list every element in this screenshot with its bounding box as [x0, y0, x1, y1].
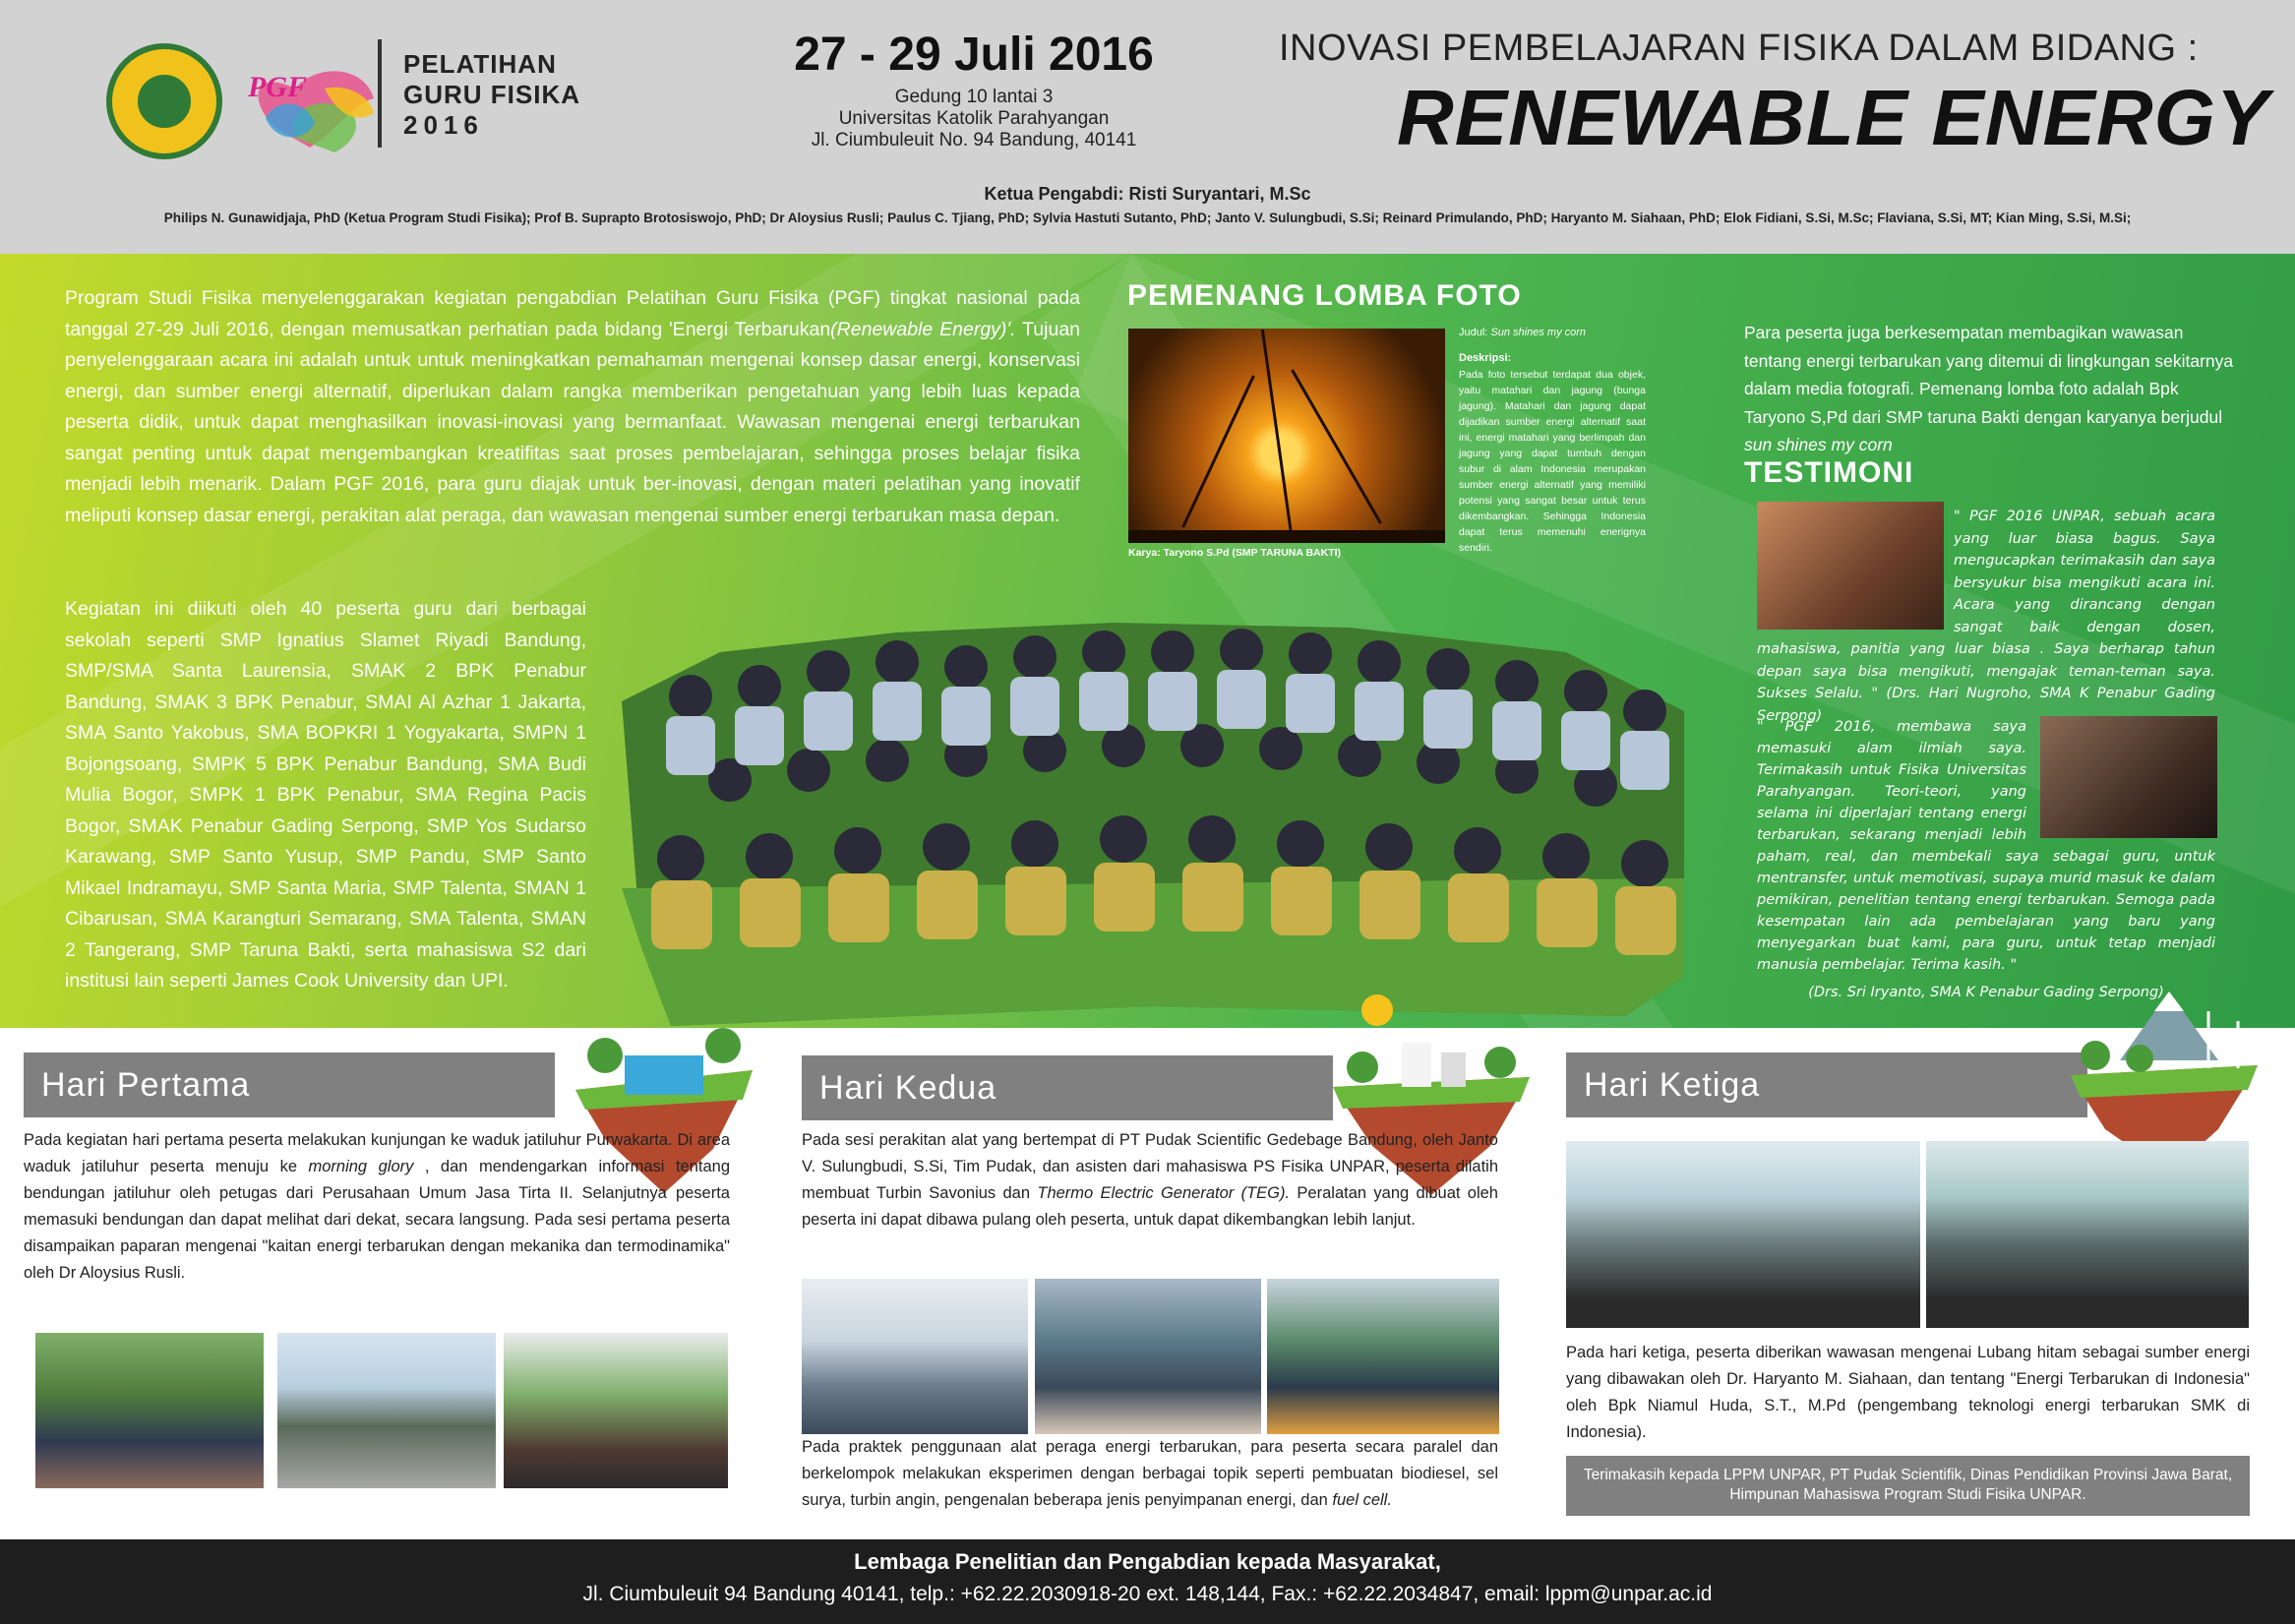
day3-photo-1: [1566, 1141, 1920, 1328]
lomba-karya: Karya: Taryono S.Pd (SMP TARUNA BAKTI): [1128, 547, 1342, 559]
lomba-deskripsi: Pada foto tersebut terdapat dua objek, yaitu matahari dan jagung (bunga jagung). Matahari dan jagung dapat dijadikan sumber energi alternatif saat ini, energi matahari yang berlimpah dan jagung yang dapat tumbuh dengan subur di alam Indonesia merupakan sumber energi alternatif yang memiliki potensi yang sangat besar untuk terus dikembangkan. Sehingga Indonesia dapat terus memenuhi enerignya sendiri.: [1459, 369, 1646, 554]
corn-stem: [1181, 375, 1255, 527]
pelatihan-line1: PELATIHAN: [403, 49, 557, 79]
intro-part2: Tujuan penyelenggaraan acara ini adalah untuk untuk meningkatkan pemahaman mengenai konsep dasar energi, konservasi energi, dan sumber energi alternatif, diperlukan dalam rangka memberikan pengetahuan yang lebih luas kepada peserta didik, untuk dapat menghasilkan inovasi-inovasi yang bermanfaat. Wawasan mengenai energi terbarukan sangat penting untuk dapat mengembangkan kreatifitas saat proses pembelajaran, sehingga proses belajar fisika menjadi lebih menarik. Dalam PGF 2016, para guru diajak untuk ber-inovasi, dengan materi pelatihan yang inovatif meliputi konsep dasar energi, perakitan alat peraga, dan wawasan mengenai sumber energi terbarukan masa depan.: [65, 318, 1081, 526]
header-divider: [378, 39, 382, 148]
peserta-paragraph: Kegiatan ini diikuti oleh 40 peserta guru dari berbagai sekolah seperti SMP Ignatius Slamet Riyadi Bandung, SMP/SMA Santa Laurensia, SMAK 2 BPK Penabur Bandung, SMAK 3 BPK Penabur, SMAI Al Azhar 1 Jakarta, SMA Santo Yakobus, SMA BOPKRI 1 Yogyakarta, SMPN 1 Bojongsoang, SMPK 5 BPK Penabur Bandung, SMA Budi Mulia Bogor, SMPK 1 BPK Penabur, SMA Regina Pacis Bogor, SMAK Penabur Gading Serpong, SMP Yos Sudarso Karawang, SMP Santo Yusup, SMP Pandu, SMP Santo Mikael Indramayu, SMP Santa Maria, SMP Talenta, SMAN 1 Cibarusan, SMA Karangturi Semarang, SMA Talenta, SMAN 2 Tangerang, SMP Taruna Bakti, serta mahasiswa S2 dari institusi lain seperti James Cook University dan UPI.: [65, 598, 586, 992]
corn-stem: [1291, 369, 1382, 523]
day2-text-part1: Pada sesi perakitan alat yang bertempat di PT Pudak Scientific Gedebage Bandung, oleh Janto V. Sulungbudi, S.Si, Tim Pudak, dan asisten dari mahasiswa PS Fisika UNPAR, peserta dilatih membuat Turbin Savonius dan: [802, 1131, 1498, 1202]
venue-line3: Jl. Ciumbuleuit No. 94 Bandung, 40141: [811, 130, 1137, 150]
testimoni2-text: [1757, 716, 2215, 1003]
team-members: Philips N. Gunawidjaja, PhD (Ketua Program Studi Fisika); Prof B. Suprapto Brotosiswojo, PhD; Dr Aloysius Rusli; Paulus C. Tjiang, PhD; Sylvia Hastuti Sutanto, PhD; Janto V. Sulungbudi, S.Si; Reinard Primulando, PhD; Haryanto M. Siahaan, PhD; Elok Fidiani, S.Si, M.Sc; Flaviana, S.Si, MT; Kian Ming, S.Si, M.Si;: [163, 211, 2132, 225]
lomba-deskripsi-label: Deskripsi:: [1459, 352, 1512, 364]
testimoni-title: TESTIMONI: [1744, 456, 1914, 489]
venue-line1: Gedung 10 lantai 3: [894, 87, 1054, 107]
event-venue: [748, 87, 1200, 151]
day2-photo-3: [1267, 1279, 1499, 1434]
testimoni2-author: (Drs. Sri Iryanto, SMA K Penabur Gading Serpong): [1808, 985, 2164, 1000]
lomba-foto-image: [1128, 329, 1445, 543]
pgf-logo-text: PGF: [248, 71, 307, 103]
judul-label: Judul:: [1459, 327, 1491, 338]
testimoni1-quote: " PGF 2016 UNPAR, sebuah acara yang luar biasa bagus. Saya mengucapkan terimakasih dan saya bersyukur bisa mengikuti acara ini. Acara yang dirancang dengan sangat baik dengan dosen, mahasiswa, panitia yang luar biasa . Saya berharap tahun depan saya bisa mengikuti, mengajak teman-teman saya. Sukses Selalu. " (Drs. Hari Nugroho, SMA K Penabur Gading Serpong): [1757, 509, 2215, 724]
pelatihan-line2: GURU FISIKA: [403, 80, 580, 109]
university-logo: [106, 43, 222, 159]
pgf-logo: [236, 59, 384, 167]
header: [0, 0, 2295, 254]
day2-text-italic: Thermo Electric Generator (TEG).: [1037, 1184, 1291, 1202]
day3-header: Hari Ketiga: [1566, 1053, 2087, 1117]
day1-text-part2: , dan mendengarkan informasi tentang bendungan jatiluhur oleh petugas dari Perusahaan Umum Jasa Tirta II. Selanjutnya peserta memasuki bendungan dan dapat melihat dari dekat, secara langsung. Pada sesi pertama peserta disampaikan paparan mengenai "kaitan energi terbarukan dengan mekanika dan termodinamika" oleh Dr Aloysius Rusli.: [24, 1158, 730, 1282]
day1-photo-2: [277, 1333, 496, 1488]
main-title-line1: INOVASI PEMBELAJARAN FISIKA DALAM BIDANG :: [1279, 28, 2199, 69]
judul-value: Sun shines my corn: [1490, 327, 1587, 338]
day1-header: Hari Pertama: [24, 1053, 555, 1117]
day1-photo-3: [504, 1333, 728, 1488]
ground-silhouette: [1128, 530, 1445, 543]
share-text: Para peserta juga berkesempatan membagikan wawasan tentang energi terbarukan yang ditemui di lingkungan sekitarnya dalam media fotografi. Pemenang lomba foto adalah Bpk Taryono S,Pd dari SMP taruna Bakti dengan karyanya berjudul: [1744, 323, 2234, 427]
lomba-foto-title: PEMENANG LOMBA FOTO: [1127, 279, 1522, 312]
group-photo: [602, 593, 1694, 1026]
day2-photo-1: [802, 1279, 1028, 1434]
day2-text: [802, 1127, 1498, 1233]
event-date: 27 - 29 Juli 2016: [794, 29, 1154, 81]
intro-italic: (Renewable Energy)'.: [830, 318, 1016, 340]
day2-header: Hari Kedua: [802, 1055, 1333, 1120]
footer-address: Jl. Ciumbuleuit 94 Bandung 40141, telp.: +62.22.2030918-20 ext. 148,144, Fax.: +62.22.2034847, email: lppm@unpar.ac.id: [582, 1583, 1713, 1605]
day2-text-italic-2: fuel cell.: [1332, 1491, 1392, 1509]
day2-text-part2: Peralatan yang dibuat oleh peserta ini dapat dibawa pulang oleh peserta, untuk dapat dikembangkan lebih lanjut.: [802, 1184, 1498, 1229]
ketua-pengabdi: Ketua Pengabdi: Risti Suryantari, M.Sc: [984, 184, 1311, 204]
footer-title: Lembaga Penelitian dan Pengabdian kepada Masyarakat,: [854, 1549, 1441, 1574]
intro-part1: Program Studi Fisika menyelenggarakan kegiatan pengabdian Pelatihan Guru Fisika (PGF) tingkat nasional pada tanggal 27-29 Juli 2016, dengan memusatkan perhatian pada bidang 'Energi Terbarukan: [65, 287, 1080, 340]
pelatihan-title: [403, 49, 580, 141]
testimoni1-text: [1757, 506, 2215, 727]
lomba-judul: [1459, 327, 1586, 338]
green-section: [0, 254, 2295, 1028]
day1-text: [24, 1127, 730, 1287]
day1-text-part1: Pada kegiatan hari pertama peserta melakukan kunjungan ke waduk jatiluhur Purwakarta. Di area waduk jatiluhur peserta menuju ke: [24, 1131, 730, 1175]
footer: [0, 1539, 2295, 1624]
day1-photo-1: [35, 1333, 264, 1488]
pelatihan-year: 2016: [403, 110, 484, 140]
intro-paragraph: [65, 283, 1080, 531]
main-title-line2: RENEWABLE ENERGY: [1397, 74, 2270, 161]
day3-photo-2: [1926, 1141, 2249, 1328]
testimoni2-quote: " PGF 2016, membawa saya memasuki alam ilmiah saya. Terimakasih untuk Fisika Universitas Parahyangan. Teori-teori, yang selama ini diperlajari tentang energi terbarukan, sekarang menjadi lebih paham, real, dan membekali saya sebagai guru, untuk mentransfer, untuk memotivasi, supaya murid masuk ke dalam pemikiran, penelitian tentang energi terbarukan. Semoga pada kesempatan lain ada pembelajaran yang baru yang menyegarkan buat kami, para guru, untuk tetap menjadi manusia pembelajar. Terima kasih. ": [1757, 719, 2215, 973]
day2-text-part3: Pada praktek penggunaan alat peraga energi terbarukan, para peserta secara paralel dan berkelompok melakukan eksperimen dengan berbagai topik seperti pembuatan biodiesel, sel surya, turbin angin, pengenalan beberapa jenis penyimpanan energi, dan: [802, 1438, 1498, 1509]
day2-photo-2: [1035, 1279, 1261, 1434]
corn-stem: [1261, 330, 1294, 542]
day3-text: Pada hari ketiga, peserta diberikan wawasan mengenai Lubang hitam sebagai sumber energi yang dibawakan oleh Dr. Haryanto M. Siahaan, dan tentang "Energi Terbarukan di Indonesia" oleh Bpk Niamul Huda, S.T., M.Pd (pengembang teknologi energi terbarukan SMK di Indonesia).: [1566, 1344, 2250, 1441]
venue-line2: Universitas Katolik Parahyangan: [838, 108, 1110, 129]
share-italic: sun shines my corn: [1744, 435, 1893, 454]
day2-text-2: [802, 1434, 1498, 1514]
day1-text-italic: morning glory: [308, 1158, 414, 1175]
thanks-box: Terimakasih kepada LPPM UNPAR, PT Pudak Scientifik, Dinas Pendidikan Provinsi Jawa Barat, Himpunan Mahasiswa Program Studi Fisika UNPAR.: [1566, 1456, 2250, 1516]
share-paragraph: [1744, 319, 2236, 459]
